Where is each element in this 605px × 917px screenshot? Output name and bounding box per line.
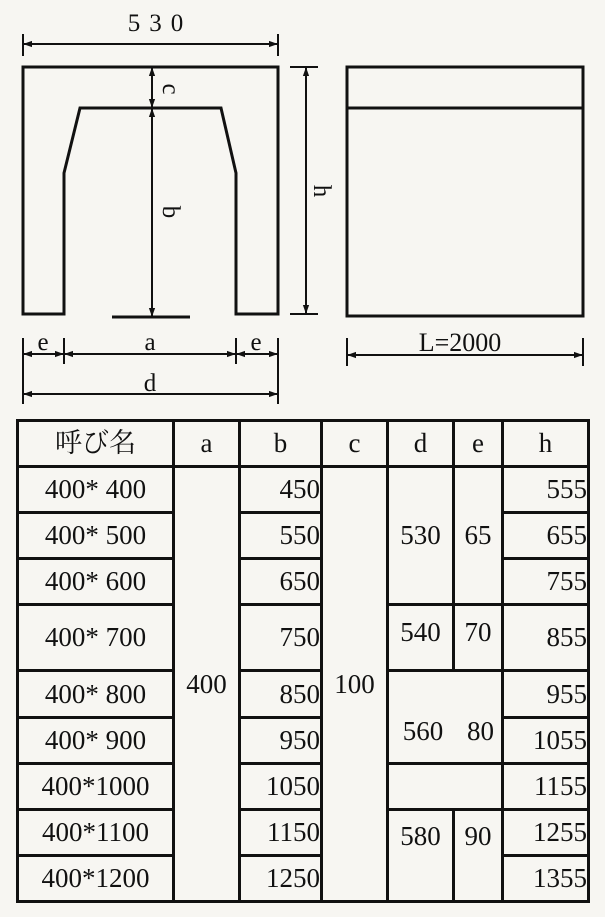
- row-h: 555: [503, 467, 589, 513]
- header-e: e: [454, 421, 503, 467]
- row-b: 850: [240, 671, 322, 717]
- row-name: 400* 900: [18, 717, 174, 763]
- row-name: 400* 600: [18, 559, 174, 605]
- group-e: 70: [454, 605, 503, 671]
- row-b: 750: [240, 605, 322, 671]
- table-header-row: [18, 421, 589, 467]
- row-b: 450: [240, 467, 322, 513]
- row-b: 650: [240, 559, 322, 605]
- group-e: 90: [454, 809, 503, 901]
- group-e-overlay: 80: [467, 716, 494, 746]
- d-label: d: [143, 370, 157, 397]
- table-row: [18, 763, 589, 809]
- front-view-outline: [23, 67, 278, 314]
- row-b: 550: [240, 513, 322, 559]
- group-e: 65: [454, 467, 503, 605]
- header-h: h: [503, 421, 589, 467]
- side-view-outline: [347, 67, 583, 316]
- row-b: 1250: [240, 855, 322, 901]
- header-a: a: [174, 421, 240, 467]
- row-b: 950: [240, 717, 322, 763]
- row-h: 1055: [503, 717, 589, 763]
- group-d-overlay: 560: [402, 716, 444, 746]
- c-label: c: [157, 83, 184, 95]
- table-row: [18, 671, 589, 717]
- table-row: [18, 559, 589, 605]
- table-row: [18, 605, 589, 671]
- length-label: L=2000: [418, 328, 502, 357]
- row-b: 1150: [240, 809, 322, 855]
- row-name: 400*1200: [18, 855, 174, 901]
- header-b: b: [240, 421, 322, 467]
- row-b: 1050: [240, 763, 322, 809]
- group-d: 530: [388, 467, 454, 605]
- header-d: d: [388, 421, 454, 467]
- group-empty-cell: [388, 763, 503, 809]
- row-name: 400*1100: [18, 809, 174, 855]
- row-h: 1155: [503, 763, 589, 809]
- header-c: c: [322, 421, 388, 467]
- a-label: a: [144, 329, 156, 356]
- group-d: 540: [388, 605, 454, 671]
- b-label: b: [157, 205, 184, 219]
- row-h: 1255: [503, 809, 589, 855]
- row-name: 400* 700: [18, 605, 174, 671]
- technical-drawing: [0, 0, 605, 417]
- row-h: 855: [503, 605, 589, 671]
- row-h: 1355: [503, 855, 589, 901]
- row-h: 955: [503, 671, 589, 717]
- h-label: h: [308, 184, 335, 198]
- spec-table: [16, 419, 590, 903]
- c-value: 100: [322, 467, 388, 902]
- a-value: 400: [174, 467, 240, 902]
- table-row: [18, 467, 589, 513]
- row-name: 400*1000: [18, 763, 174, 809]
- row-h: 655: [503, 513, 589, 559]
- e-left-label: e: [37, 329, 49, 356]
- top-width-label: 530: [127, 10, 193, 37]
- row-name: 400* 800: [18, 671, 174, 717]
- header-name: 呼び名: [18, 421, 174, 467]
- table-row: [18, 855, 589, 901]
- row-h: 755: [503, 559, 589, 605]
- row-name: 400* 500: [18, 513, 174, 559]
- table-row: [18, 513, 589, 559]
- row-name: 400* 400: [18, 467, 174, 513]
- group-d: 580: [388, 809, 454, 901]
- table-row: [18, 809, 589, 855]
- e-right-label: e: [250, 329, 262, 356]
